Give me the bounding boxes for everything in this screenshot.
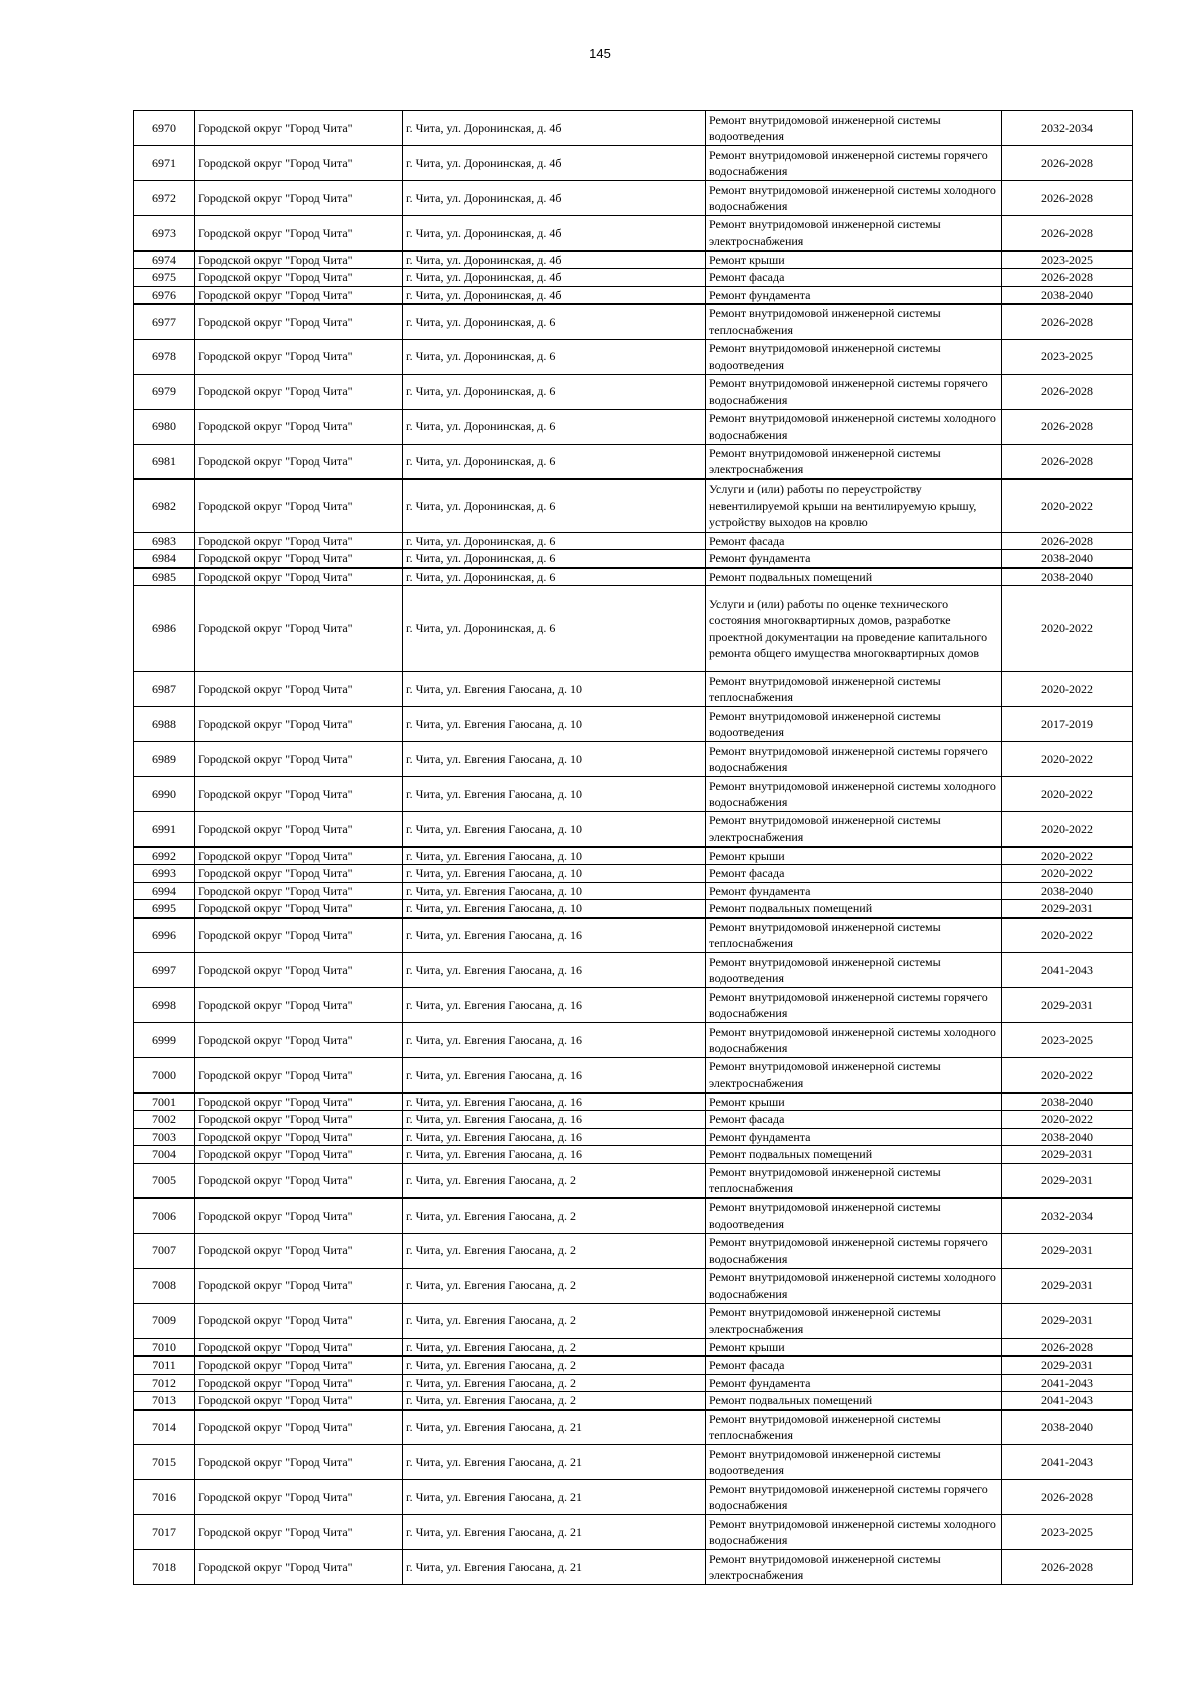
district-cell: Городской округ "Город Чита" <box>195 1233 403 1268</box>
period-cell: 2029-2031 <box>1002 1163 1133 1198</box>
address-cell: г. Чита, ул. Евгения Гаюсана, д. 2 <box>403 1198 706 1233</box>
period-cell: 2029-2031 <box>1002 1146 1133 1164</box>
row-number: 6998 <box>134 988 195 1023</box>
address-cell: г. Чита, ул. Евгения Гаюсана, д. 2 <box>403 1338 706 1356</box>
work-type-cell: Ремонт крыши <box>706 1093 1002 1111</box>
row-number: 7017 <box>134 1515 195 1550</box>
period-cell: 2038-2040 <box>1002 882 1133 900</box>
address-cell: г. Чита, ул. Евгения Гаюсана, д. 2 <box>403 1233 706 1268</box>
table-row <box>134 742 1133 777</box>
address-cell: г. Чита, ул. Евгения Гаюсана, д. 2 <box>403 1392 706 1410</box>
period-cell: 2038-2040 <box>1002 286 1133 304</box>
district-cell: Городской округ "Город Чита" <box>195 742 403 777</box>
period-cell: 2020-2022 <box>1002 918 1133 953</box>
address-cell: г. Чита, ул. Доронинская, д. 6 <box>403 532 706 550</box>
address-cell: г. Чита, ул. Доронинская, д. 6 <box>403 586 706 672</box>
row-number: 6986 <box>134 586 195 672</box>
period-cell: 2038-2040 <box>1002 1093 1133 1111</box>
table-row <box>134 146 1133 181</box>
work-type-cell: Ремонт крыши <box>706 1338 1002 1356</box>
district-cell: Городской округ "Город Чита" <box>195 1356 403 1374</box>
period-cell: 2038-2040 <box>1002 568 1133 586</box>
period-cell: 2029-2031 <box>1002 1303 1133 1338</box>
district-cell: Городской округ "Город Чита" <box>195 269 403 287</box>
address-cell: г. Чита, ул. Евгения Гаюсана, д. 10 <box>403 742 706 777</box>
row-number: 6988 <box>134 707 195 742</box>
address-cell: г. Чита, ул. Доронинская, д. 4б <box>403 216 706 251</box>
work-type-cell: Ремонт фасада <box>706 1356 1002 1374</box>
address-cell: г. Чита, ул. Доронинская, д. 4б <box>403 269 706 287</box>
row-number: 6972 <box>134 181 195 216</box>
address-cell: г. Чита, ул. Доронинская, д. 6 <box>403 339 706 374</box>
work-type-cell: Ремонт внутридомовой инженерной системы горячего водоснабжения <box>706 146 1002 181</box>
row-number: 6995 <box>134 900 195 918</box>
work-type-cell: Ремонт фундамента <box>706 1374 1002 1392</box>
period-cell: 2020-2022 <box>1002 847 1133 865</box>
row-number: 7013 <box>134 1392 195 1410</box>
district-cell: Городской округ "Город Чита" <box>195 1374 403 1392</box>
district-cell: Городской округ "Город Чита" <box>195 374 403 409</box>
district-cell: Городской округ "Город Чита" <box>195 1198 403 1233</box>
table-row <box>134 1303 1133 1338</box>
capital-repair-table <box>133 110 1133 1585</box>
address-cell: г. Чита, ул. Евгения Гаюсана, д. 21 <box>403 1515 706 1550</box>
work-type-cell: Ремонт внутридомовой инженерной системы холодного водоснабжения <box>706 409 1002 444</box>
district-cell: Городской округ "Город Чита" <box>195 479 403 532</box>
district-cell: Городской округ "Город Чита" <box>195 900 403 918</box>
district-cell: Городской округ "Город Чита" <box>195 1268 403 1303</box>
page-number: 145 <box>589 46 611 61</box>
period-cell: 2029-2031 <box>1002 988 1133 1023</box>
district-cell: Городской округ "Город Чита" <box>195 586 403 672</box>
row-number: 7001 <box>134 1093 195 1111</box>
row-number: 7007 <box>134 1233 195 1268</box>
row-number: 7016 <box>134 1480 195 1515</box>
table-row <box>134 1480 1133 1515</box>
address-cell: г. Чита, ул. Доронинская, д. 4б <box>403 146 706 181</box>
period-cell: 2029-2031 <box>1002 900 1133 918</box>
work-type-cell: Ремонт крыши <box>706 847 1002 865</box>
table-row <box>134 304 1133 339</box>
district-cell: Городской округ "Город Чита" <box>195 882 403 900</box>
row-number: 6990 <box>134 777 195 812</box>
district-cell: Городской округ "Город Чита" <box>195 953 403 988</box>
address-cell: г. Чита, ул. Евгения Гаюсана, д. 2 <box>403 1356 706 1374</box>
period-cell: 2041-2043 <box>1002 953 1133 988</box>
district-cell: Городской округ "Город Чита" <box>195 444 403 479</box>
table-row <box>134 882 1133 900</box>
table-row <box>134 550 1133 568</box>
address-cell: г. Чита, ул. Евгения Гаюсана, д. 16 <box>403 1093 706 1111</box>
period-cell: 2017-2019 <box>1002 707 1133 742</box>
period-cell: 2026-2028 <box>1002 409 1133 444</box>
work-type-cell: Ремонт внутридомовой инженерной системы теплоснабжения <box>706 1410 1002 1445</box>
address-cell: г. Чита, ул. Доронинская, д. 4б <box>403 181 706 216</box>
work-type-cell: Ремонт внутридомовой инженерной системы электроснабжения <box>706 216 1002 251</box>
table-row <box>134 953 1133 988</box>
address-cell: г. Чита, ул. Евгения Гаюсана, д. 16 <box>403 1128 706 1146</box>
row-number: 6992 <box>134 847 195 865</box>
row-number: 7010 <box>134 1338 195 1356</box>
period-cell: 2020-2022 <box>1002 742 1133 777</box>
work-type-cell: Ремонт внутридомовой инженерной системы электроснабжения <box>706 444 1002 479</box>
district-cell: Городской округ "Город Чита" <box>195 1146 403 1164</box>
row-number: 7002 <box>134 1111 195 1129</box>
table-row <box>134 1356 1133 1374</box>
work-type-cell: Ремонт фундамента <box>706 1128 1002 1146</box>
period-cell: 2026-2028 <box>1002 304 1133 339</box>
period-cell: 2026-2028 <box>1002 1480 1133 1515</box>
district-cell: Городской округ "Город Чита" <box>195 707 403 742</box>
period-cell: 2020-2022 <box>1002 586 1133 672</box>
address-cell: г. Чита, ул. Евгения Гаюсана, д. 10 <box>403 865 706 883</box>
row-number: 7014 <box>134 1410 195 1445</box>
address-cell: г. Чита, ул. Евгения Гаюсана, д. 2 <box>403 1374 706 1392</box>
address-cell: г. Чита, ул. Евгения Гаюсана, д. 10 <box>403 900 706 918</box>
period-cell: 2026-2028 <box>1002 532 1133 550</box>
period-cell: 2026-2028 <box>1002 181 1133 216</box>
district-cell: Городской округ "Город Чита" <box>195 1550 403 1585</box>
row-number: 7018 <box>134 1550 195 1585</box>
district-cell: Городской округ "Город Чита" <box>195 1445 403 1480</box>
district-cell: Городской округ "Город Чита" <box>195 1338 403 1356</box>
district-cell: Городской округ "Город Чита" <box>195 1093 403 1111</box>
district-cell: Городской округ "Город Чита" <box>195 251 403 269</box>
address-cell: г. Чита, ул. Евгения Гаюсана, д. 16 <box>403 953 706 988</box>
address-cell: г. Чита, ул. Евгения Гаюсана, д. 10 <box>403 707 706 742</box>
period-cell: 2041-2043 <box>1002 1392 1133 1410</box>
address-cell: г. Чита, ул. Доронинская, д. 6 <box>403 304 706 339</box>
work-type-cell: Ремонт внутридомовой инженерной системы теплоснабжения <box>706 1163 1002 1198</box>
row-number: 6994 <box>134 882 195 900</box>
work-type-cell: Ремонт внутридомовой инженерной системы горячего водоснабжения <box>706 1233 1002 1268</box>
table-row <box>134 1338 1133 1356</box>
table-row <box>134 286 1133 304</box>
district-cell: Городской округ "Город Чита" <box>195 865 403 883</box>
address-cell: г. Чита, ул. Евгения Гаюсана, д. 16 <box>403 1111 706 1129</box>
period-cell: 2038-2040 <box>1002 550 1133 568</box>
table-row <box>134 1515 1133 1550</box>
district-cell: Городской округ "Город Чита" <box>195 1163 403 1198</box>
work-type-cell: Ремонт внутридомовой инженерной системы холодного водоснабжения <box>706 1268 1002 1303</box>
district-cell: Городской округ "Город Чита" <box>195 216 403 251</box>
address-cell: г. Чита, ул. Евгения Гаюсана, д. 21 <box>403 1550 706 1585</box>
table-row <box>134 1023 1133 1058</box>
address-cell: г. Чита, ул. Евгения Гаюсана, д. 10 <box>403 812 706 847</box>
row-number: 7012 <box>134 1374 195 1392</box>
table-row <box>134 1410 1133 1445</box>
district-cell: Городской округ "Город Чита" <box>195 409 403 444</box>
work-type-cell: Ремонт внутридомовой инженерной системы электроснабжения <box>706 1303 1002 1338</box>
table-row <box>134 777 1133 812</box>
address-cell: г. Чита, ул. Евгения Гаюсана, д. 10 <box>403 777 706 812</box>
district-cell: Городской округ "Город Чита" <box>195 286 403 304</box>
work-type-cell: Ремонт внутридомовой инженерной системы холодного водоснабжения <box>706 777 1002 812</box>
period-cell: 2023-2025 <box>1002 251 1133 269</box>
address-cell: г. Чита, ул. Доронинская, д. 4б <box>403 251 706 269</box>
period-cell: 2023-2025 <box>1002 1023 1133 1058</box>
row-number: 6977 <box>134 304 195 339</box>
table-row <box>134 847 1133 865</box>
table-row <box>134 1058 1133 1093</box>
district-cell: Городской округ "Город Чита" <box>195 1303 403 1338</box>
address-cell: г. Чита, ул. Доронинская, д. 6 <box>403 409 706 444</box>
work-type-cell: Ремонт фундамента <box>706 550 1002 568</box>
district-cell: Городской округ "Город Чита" <box>195 672 403 707</box>
row-number: 6970 <box>134 111 195 146</box>
address-cell: г. Чита, ул. Доронинская, д. 4б <box>403 286 706 304</box>
district-cell: Городской округ "Город Чита" <box>195 304 403 339</box>
district-cell: Городской округ "Город Чита" <box>195 1410 403 1445</box>
work-type-cell: Ремонт внутридомовой инженерной системы холодного водоснабжения <box>706 181 1002 216</box>
period-cell: 2041-2043 <box>1002 1374 1133 1392</box>
work-type-cell: Услуги и (или) работы по переустройству невентилируемой крыши на вентилируемую крышу, устройству выходов на кровлю <box>706 479 1002 532</box>
table-row <box>134 918 1133 953</box>
table-row <box>134 111 1133 146</box>
district-cell: Городской округ "Город Чита" <box>195 568 403 586</box>
table-row <box>134 1392 1133 1410</box>
table-row <box>134 1268 1133 1303</box>
work-type-cell: Ремонт подвальных помещений <box>706 568 1002 586</box>
work-type-cell: Ремонт внутридомовой инженерной системы электроснабжения <box>706 1058 1002 1093</box>
address-cell: г. Чита, ул. Евгения Гаюсана, д. 10 <box>403 882 706 900</box>
address-cell: г. Чита, ул. Евгения Гаюсана, д. 2 <box>403 1268 706 1303</box>
address-cell: г. Чита, ул. Доронинская, д. 6 <box>403 374 706 409</box>
address-cell: г. Чита, ул. Доронинская, д. 4б <box>403 111 706 146</box>
row-number: 6976 <box>134 286 195 304</box>
work-type-cell: Ремонт фасада <box>706 269 1002 287</box>
period-cell: 2020-2022 <box>1002 1058 1133 1093</box>
period-cell: 2029-2031 <box>1002 1233 1133 1268</box>
address-cell: г. Чита, ул. Евгения Гаюсана, д. 16 <box>403 1058 706 1093</box>
table-row <box>134 1146 1133 1164</box>
table-row <box>134 374 1133 409</box>
period-cell: 2029-2031 <box>1002 1356 1133 1374</box>
district-cell: Городской округ "Город Чита" <box>195 339 403 374</box>
district-cell: Городской округ "Город Чита" <box>195 532 403 550</box>
address-cell: г. Чита, ул. Евгения Гаюсана, д. 16 <box>403 1146 706 1164</box>
work-type-cell: Ремонт подвальных помещений <box>706 900 1002 918</box>
work-type-cell: Ремонт внутридомовой инженерной системы холодного водоснабжения <box>706 1515 1002 1550</box>
row-number: 6996 <box>134 918 195 953</box>
row-number: 6981 <box>134 444 195 479</box>
row-number: 6982 <box>134 479 195 532</box>
row-number: 7004 <box>134 1146 195 1164</box>
table-row <box>134 409 1133 444</box>
table-row <box>134 707 1133 742</box>
period-cell: 2023-2025 <box>1002 339 1133 374</box>
address-cell: г. Чита, ул. Доронинская, д. 6 <box>403 444 706 479</box>
period-cell: 2026-2028 <box>1002 444 1133 479</box>
period-cell: 2023-2025 <box>1002 1515 1133 1550</box>
work-type-cell: Ремонт фасада <box>706 1111 1002 1129</box>
period-cell: 2020-2022 <box>1002 777 1133 812</box>
work-type-cell: Ремонт фасада <box>706 865 1002 883</box>
district-cell: Городской округ "Город Чита" <box>195 550 403 568</box>
district-cell: Городской округ "Город Чита" <box>195 146 403 181</box>
address-cell: г. Чита, ул. Евгения Гаюсана, д. 21 <box>403 1480 706 1515</box>
work-type-cell: Ремонт внутридомовой инженерной системы водоотведения <box>706 953 1002 988</box>
address-cell: г. Чита, ул. Доронинская, д. 6 <box>403 568 706 586</box>
work-type-cell: Ремонт подвальных помещений <box>706 1392 1002 1410</box>
work-type-cell: Услуги и (или) работы по оценке технического состояния многоквартирных домов, разработке проектной документации на проведение капитального ремонта общего имущества многоквартирных домов <box>706 586 1002 672</box>
row-number: 7009 <box>134 1303 195 1338</box>
district-cell: Городской округ "Город Чита" <box>195 1392 403 1410</box>
address-cell: г. Чита, ул. Евгения Гаюсана, д. 10 <box>403 847 706 865</box>
row-number: 6993 <box>134 865 195 883</box>
row-number: 7011 <box>134 1356 195 1374</box>
period-cell: 2026-2028 <box>1002 146 1133 181</box>
address-cell: г. Чита, ул. Евгения Гаюсана, д. 21 <box>403 1445 706 1480</box>
table-row <box>134 1163 1133 1198</box>
period-cell: 2020-2022 <box>1002 672 1133 707</box>
address-cell: г. Чита, ул. Доронинская, д. 6 <box>403 550 706 568</box>
work-type-cell: Ремонт внутридомовой инженерной системы водоотведения <box>706 707 1002 742</box>
table-row <box>134 900 1133 918</box>
work-type-cell: Ремонт фундамента <box>706 882 1002 900</box>
table-row <box>134 812 1133 847</box>
table-body <box>134 111 1133 1585</box>
district-cell: Городской округ "Город Чита" <box>195 777 403 812</box>
district-cell: Городской округ "Город Чита" <box>195 181 403 216</box>
work-type-cell: Ремонт внутридомовой инженерной системы электроснабжения <box>706 812 1002 847</box>
period-cell: 2038-2040 <box>1002 1410 1133 1445</box>
row-number: 6987 <box>134 672 195 707</box>
work-type-cell: Ремонт фундамента <box>706 286 1002 304</box>
row-number: 7005 <box>134 1163 195 1198</box>
address-cell: г. Чита, ул. Евгения Гаюсана, д. 10 <box>403 672 706 707</box>
table-row <box>134 251 1133 269</box>
period-cell: 2041-2043 <box>1002 1445 1133 1480</box>
table-row <box>134 1550 1133 1585</box>
row-number: 7000 <box>134 1058 195 1093</box>
work-type-cell: Ремонт внутридомовой инженерной системы холодного водоснабжения <box>706 1023 1002 1058</box>
period-cell: 2038-2040 <box>1002 1128 1133 1146</box>
table-row <box>134 1198 1133 1233</box>
row-number: 6971 <box>134 146 195 181</box>
table-row <box>134 1111 1133 1129</box>
row-number: 6997 <box>134 953 195 988</box>
period-cell: 2020-2022 <box>1002 865 1133 883</box>
table-row <box>134 479 1133 532</box>
period-cell: 2026-2028 <box>1002 216 1133 251</box>
row-number: 6984 <box>134 550 195 568</box>
district-cell: Городской округ "Город Чита" <box>195 847 403 865</box>
work-type-cell: Ремонт внутридомовой инженерной системы теплоснабжения <box>706 918 1002 953</box>
work-type-cell: Ремонт внутридомовой инженерной системы горячего водоснабжения <box>706 1480 1002 1515</box>
work-type-cell: Ремонт внутридомовой инженерной системы горячего водоснабжения <box>706 742 1002 777</box>
period-cell: 2032-2034 <box>1002 111 1133 146</box>
district-cell: Городской округ "Город Чита" <box>195 1058 403 1093</box>
work-type-cell: Ремонт фасада <box>706 532 1002 550</box>
row-number: 6991 <box>134 812 195 847</box>
table-row <box>134 586 1133 672</box>
work-type-cell: Ремонт внутридомовой инженерной системы электроснабжения <box>706 1550 1002 1585</box>
table-row <box>134 672 1133 707</box>
work-type-cell: Ремонт крыши <box>706 251 1002 269</box>
work-type-cell: Ремонт внутридомовой инженерной системы водоотведения <box>706 1445 1002 1480</box>
work-type-cell: Ремонт подвальных помещений <box>706 1146 1002 1164</box>
district-cell: Городской округ "Город Чита" <box>195 1111 403 1129</box>
period-cell: 2020-2022 <box>1002 479 1133 532</box>
district-cell: Городской округ "Город Чита" <box>195 1128 403 1146</box>
work-type-cell: Ремонт внутридомовой инженерной системы теплоснабжения <box>706 304 1002 339</box>
table-row <box>134 1233 1133 1268</box>
row-number: 6975 <box>134 269 195 287</box>
row-number: 6983 <box>134 532 195 550</box>
table-row <box>134 988 1133 1023</box>
period-cell: 2020-2022 <box>1002 812 1133 847</box>
table-row <box>134 444 1133 479</box>
row-number: 6978 <box>134 339 195 374</box>
work-type-cell: Ремонт внутридомовой инженерной системы водоотведения <box>706 111 1002 146</box>
table-row <box>134 1374 1133 1392</box>
work-type-cell: Ремонт внутридомовой инженерной системы горячего водоснабжения <box>706 374 1002 409</box>
district-cell: Городской округ "Город Чита" <box>195 1515 403 1550</box>
work-type-cell: Ремонт внутридомовой инженерной системы водоотведения <box>706 1198 1002 1233</box>
period-cell: 2026-2028 <box>1002 1338 1133 1356</box>
row-number: 6973 <box>134 216 195 251</box>
table-row <box>134 865 1133 883</box>
row-number: 6974 <box>134 251 195 269</box>
address-cell: г. Чита, ул. Евгения Гаюсана, д. 16 <box>403 988 706 1023</box>
row-number: 6989 <box>134 742 195 777</box>
period-cell: 2032-2034 <box>1002 1198 1133 1233</box>
address-cell: г. Чита, ул. Евгения Гаюсана, д. 16 <box>403 918 706 953</box>
table-row <box>134 216 1133 251</box>
address-cell: г. Чита, ул. Евгения Гаюсана, д. 2 <box>403 1163 706 1198</box>
table-row <box>134 339 1133 374</box>
address-cell: г. Чита, ул. Доронинская, д. 6 <box>403 479 706 532</box>
period-cell: 2026-2028 <box>1002 374 1133 409</box>
address-cell: г. Чита, ул. Евгения Гаюсана, д. 21 <box>403 1410 706 1445</box>
period-cell: 2029-2031 <box>1002 1268 1133 1303</box>
district-cell: Городской округ "Город Чита" <box>195 1023 403 1058</box>
table-row <box>134 1128 1133 1146</box>
district-cell: Городской округ "Город Чита" <box>195 1480 403 1515</box>
district-cell: Городской округ "Город Чита" <box>195 918 403 953</box>
district-cell: Городской округ "Город Чита" <box>195 988 403 1023</box>
table-row <box>134 1445 1133 1480</box>
address-cell: г. Чита, ул. Евгения Гаюсана, д. 16 <box>403 1023 706 1058</box>
table-row <box>134 1093 1133 1111</box>
table-row <box>134 532 1133 550</box>
period-cell: 2020-2022 <box>1002 1111 1133 1129</box>
row-number: 6985 <box>134 568 195 586</box>
period-cell: 2026-2028 <box>1002 269 1133 287</box>
table-row <box>134 181 1133 216</box>
work-type-cell: Ремонт внутридомовой инженерной системы горячего водоснабжения <box>706 988 1002 1023</box>
row-number: 6980 <box>134 409 195 444</box>
district-cell: Городской округ "Город Чита" <box>195 111 403 146</box>
table-row <box>134 269 1133 287</box>
row-number: 6979 <box>134 374 195 409</box>
work-type-cell: Ремонт внутридомовой инженерной системы водоотведения <box>706 339 1002 374</box>
work-type-cell: Ремонт внутридомовой инженерной системы теплоснабжения <box>706 672 1002 707</box>
row-number: 7015 <box>134 1445 195 1480</box>
row-number: 6999 <box>134 1023 195 1058</box>
row-number: 7008 <box>134 1268 195 1303</box>
table-row <box>134 568 1133 586</box>
period-cell: 2026-2028 <box>1002 1550 1133 1585</box>
row-number: 7006 <box>134 1198 195 1233</box>
row-number: 7003 <box>134 1128 195 1146</box>
address-cell: г. Чита, ул. Евгения Гаюсана, д. 2 <box>403 1303 706 1338</box>
district-cell: Городской округ "Город Чита" <box>195 812 403 847</box>
